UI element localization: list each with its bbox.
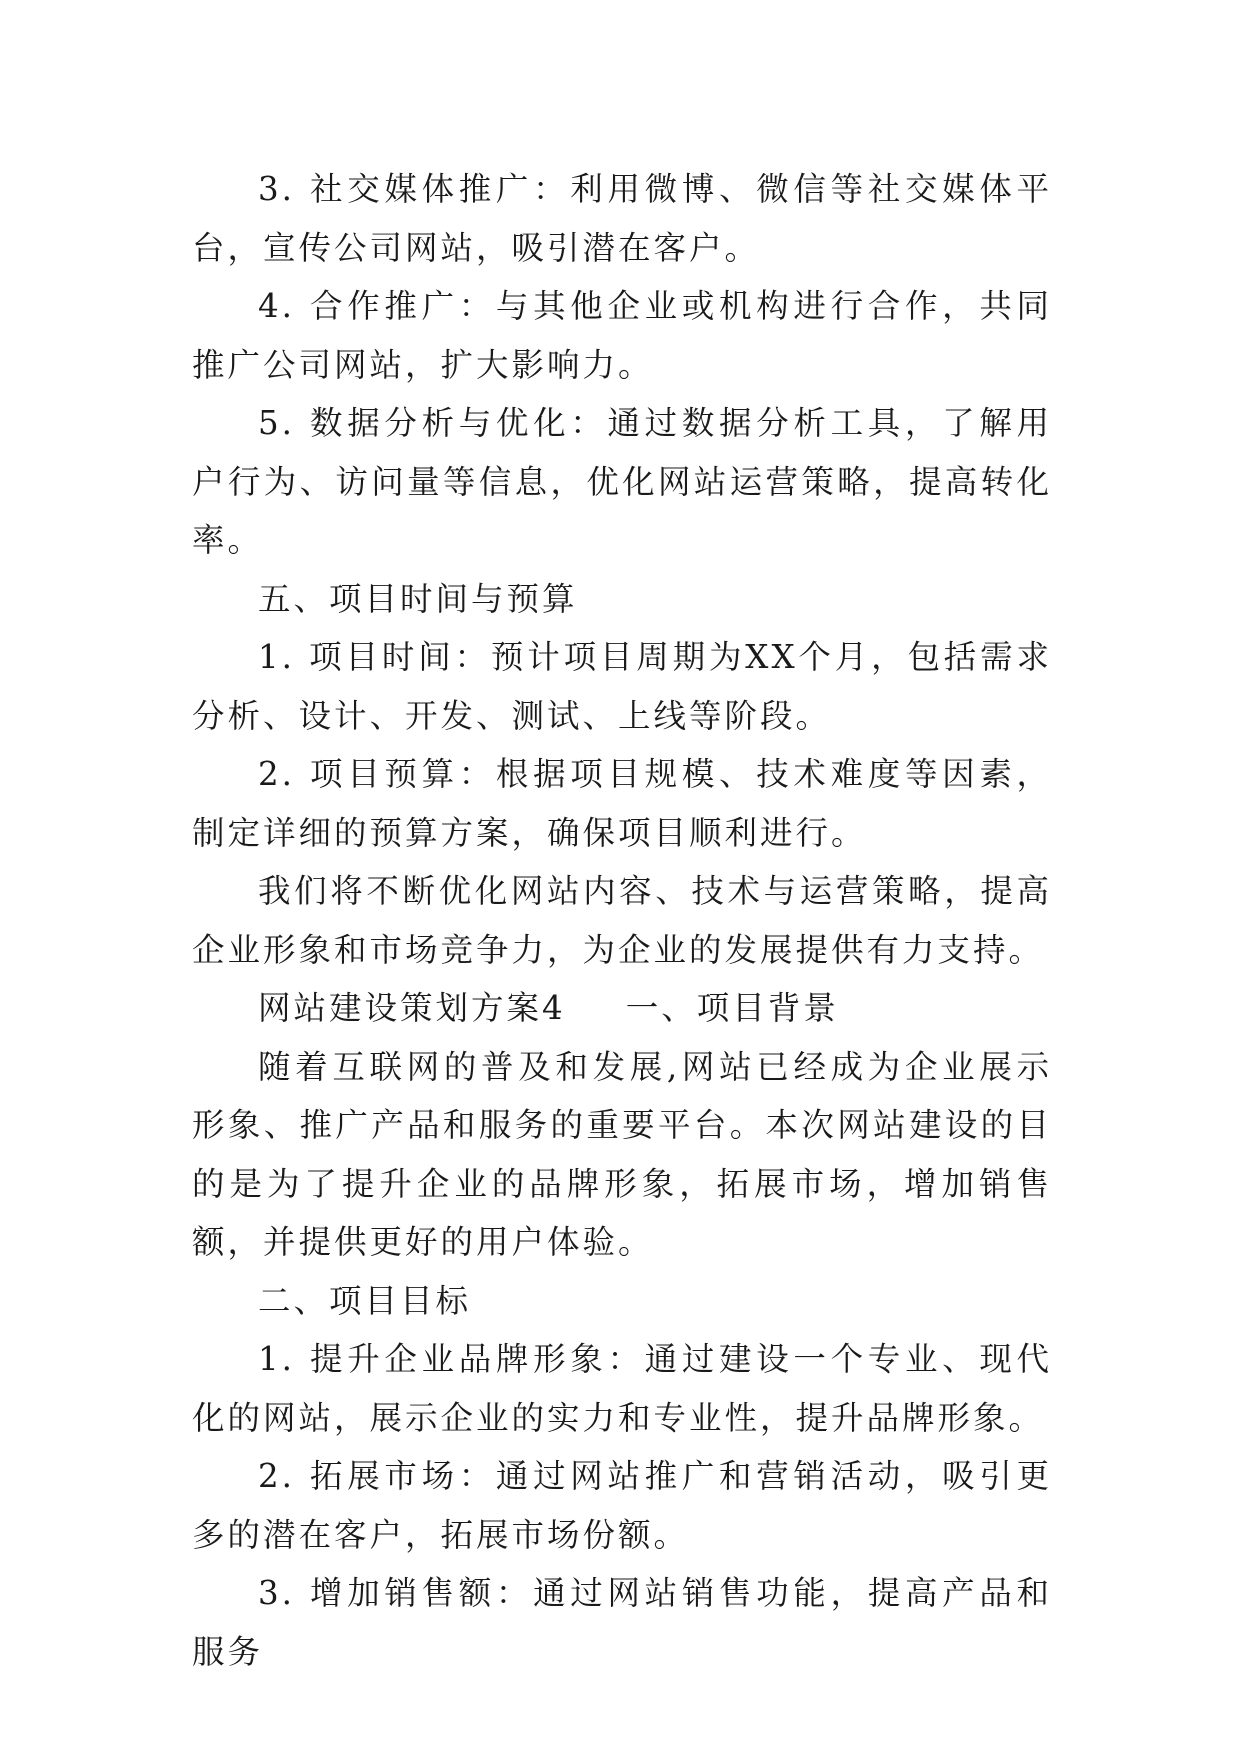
paragraph-project-budget: 2. 项目预算：根据项目规模、技术难度等因素，制定详细的预算方案，确保项目顺利进行。 (192, 755, 1052, 852)
document-title: 网站建设策划方案4 (258, 989, 566, 1027)
paragraph-data-analysis: 5. 数据分析与优化：通过数据分析工具，了解用户行为、访问量等信息，优化网站运营策略，提高转化率。 (192, 404, 1052, 559)
section-heading-background: 一、项目背景 (625, 989, 839, 1027)
section-heading-goals: 二、项目目标 (258, 1281, 472, 1320)
paragraph-expand-market: 2. 拓展市场：通过网站推广和营销活动，吸引更多的潜在客户，拓展市场份额。 (192, 1457, 1052, 1554)
paragraph-conclusion: 我们将不断优化网站内容、技术与运营策略，提高企业形象和市场竞争力，为企业的发展提供有力支持。 (192, 872, 1052, 969)
section-heading-time-budget: 五、项目时间与预算 (258, 579, 578, 618)
document-body (192, 160, 1052, 1681)
paragraph-project-time: 1. 项目时间：预计项目周期为XX个月，包括需求分析、设计、开发、测试、上线等阶段。 (192, 638, 1052, 735)
section-title-line (192, 979, 1052, 1038)
paragraph-increase-sales: 3. 增加销售额：通过网站销售功能，提高产品和服务 (192, 1574, 1052, 1671)
paragraph-cooperation: 4. 合作推广：与其他企业或机构进行合作，共同推广公司网站，扩大影响力。 (192, 287, 1052, 384)
paragraph-background: 随着互联网的普及和发展,网站已经成为企业展示形象、推广产品和服务的重要平台。本次网站建设的目的是为了提升企业的品牌形象，拓展市场，增加销售额，并提供更好的用户体验。 (192, 1047, 1052, 1261)
paragraph-social-media: 3. 社交媒体推广：利用微博、微信等社交媒体平台，宣传公司网站，吸引潜在客户。 (192, 170, 1052, 267)
paragraph-brand-image: 1. 提升企业品牌形象：通过建设一个专业、现代化的网站，展示企业的实力和专业性，提升品牌形象。 (192, 1340, 1052, 1437)
